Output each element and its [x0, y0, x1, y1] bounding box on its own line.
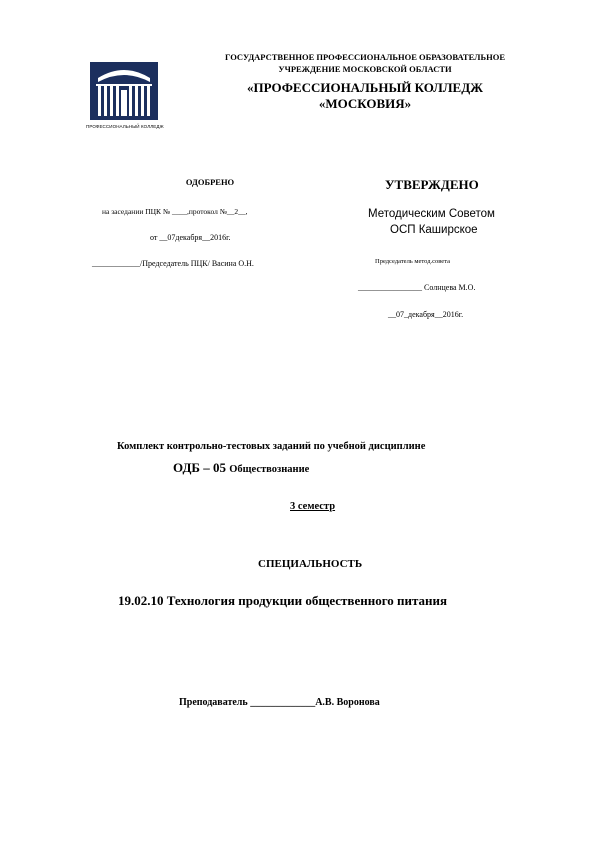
teacher-line [179, 697, 380, 708]
building-logo-icon [88, 60, 160, 122]
meeting-prefix: на заседании ПЦК № [102, 207, 172, 216]
teacher-name: А.В. Воронова [315, 697, 380, 708]
logo-caption: ПРОФЕССИОНАЛЬНЫЙ КОЛЛЕДЖ [86, 124, 164, 129]
approved-left-title: ОДОБРЕНО [185, 177, 235, 187]
council-line-2: ОСП Каширское [390, 224, 478, 236]
subject-line [173, 460, 309, 476]
institution-line-1: ГОСУДАРСТВЕННОЕ ПРОФЕССИОНАЛЬНОЕ ОБРАЗОВАТЕЛЬНОЕ [225, 52, 505, 62]
specialty-name: 19.02.10 Технология продукции общественного питания [118, 593, 448, 608]
subject-code: ОДБ – 05 [173, 460, 230, 475]
chair-text: /Председатель ПЦК/ Васина О.Н. [140, 259, 254, 268]
signature-blank: ________________ [358, 283, 422, 292]
college-logo [88, 60, 160, 122]
protocol-number: __2__ [226, 207, 246, 216]
college-name-line-2: «МОСКОВИЯ» [318, 96, 412, 111]
council-chair-label: Председатель метод.совета [375, 258, 451, 265]
specialty-label: СПЕЦИАЛЬНОСТЬ [258, 558, 363, 570]
signer-name: Солнцева М.О. [422, 283, 476, 292]
protocol-suffix: , [245, 207, 248, 216]
institution-line-2: УЧРЕЖДЕНИЕ МОСКОВСКОЙ ОБЛАСТИ [278, 64, 452, 74]
college-name-line-1: «ПРОФЕССИОНАЛЬНЫЙ КОЛЛЕДЖ [246, 80, 483, 95]
document-title: Комплект контрольно-тестовых заданий по учебной дисциплине [117, 441, 426, 452]
date-prefix: от [150, 233, 160, 242]
meeting-line [102, 207, 248, 216]
approved-right-title: УТВЕРЖДЕНО [385, 177, 479, 192]
teacher-signature-blank: _____________ [250, 697, 316, 708]
teacher-label: Преподаватель [179, 697, 251, 708]
council-date-line [388, 310, 463, 319]
date-value: __07декабря__ [159, 233, 211, 242]
protocol-prefix: ,протокол № [186, 207, 227, 216]
date-suffix: 2016г. [442, 310, 464, 319]
signature-blank: ____________ [92, 259, 140, 268]
date-suffix: 2016г. [210, 233, 231, 242]
subject-name: Обществознание [229, 464, 310, 475]
council-line-1: Методическим Советом [368, 208, 495, 220]
date-value: __07_декабря__ [388, 310, 443, 319]
semester: 3 семестр [290, 501, 336, 512]
chair-signature-line [92, 259, 254, 268]
meeting-blank: ____ [171, 207, 187, 216]
approval-date-line [150, 233, 230, 242]
council-signature-line [358, 283, 475, 292]
